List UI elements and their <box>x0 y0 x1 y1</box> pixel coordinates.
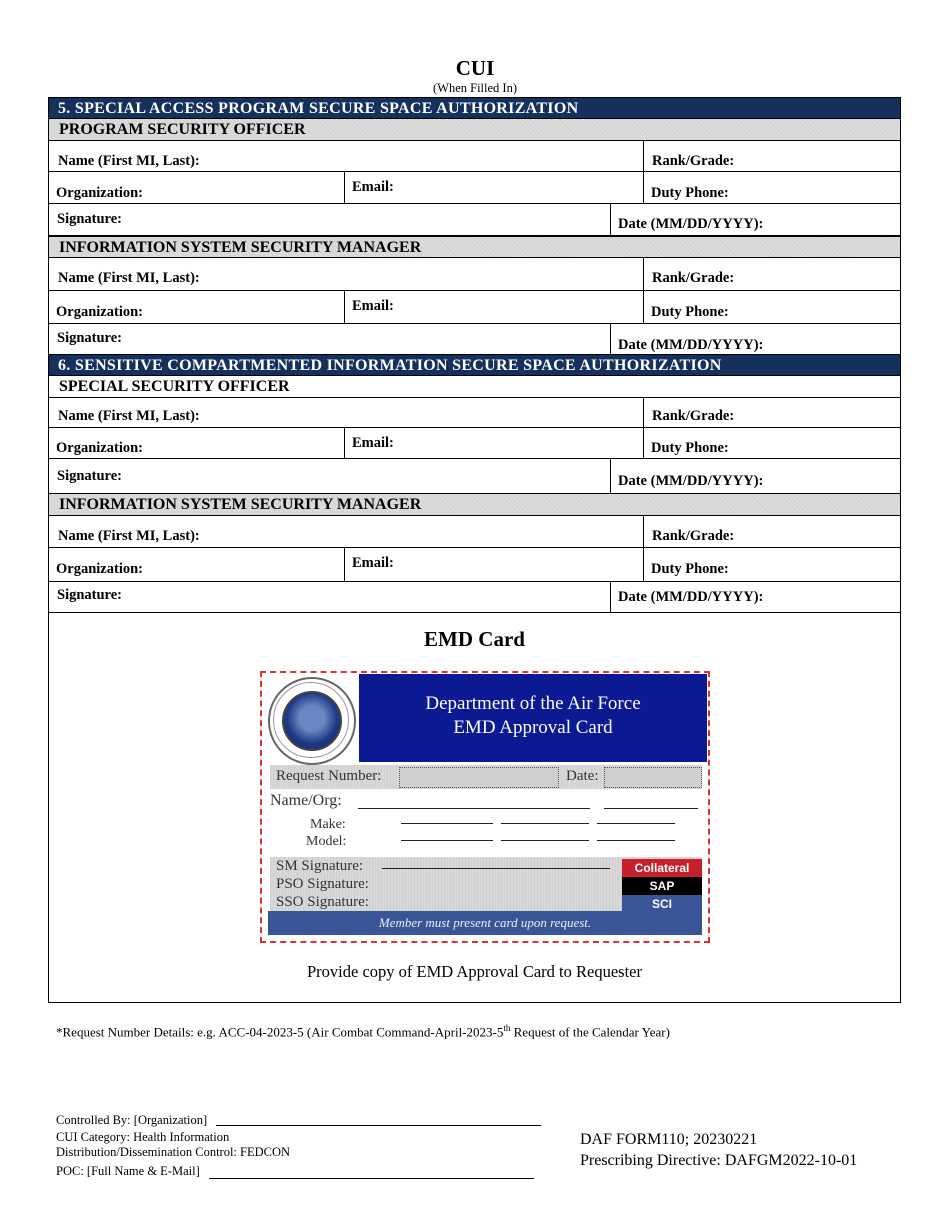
air-force-seal-icon <box>268 677 356 765</box>
signature-block <box>270 857 702 911</box>
cui-marking: CUI <box>455 56 495 80</box>
sso-rank-label: Rank/Grade: <box>652 408 735 424</box>
sso-email-label: Email: <box>352 435 394 451</box>
sso-name-label: Name (First MI, Last): <box>58 408 200 424</box>
issm5-name-row <box>48 258 901 291</box>
issm5-heading: INFORMATION SYSTEM SECURITY MANAGER <box>48 236 901 258</box>
request-number-row <box>270 765 702 789</box>
note-text-1: *Request Number Details: e.g. ACC-04-2023-5 (Air Combat Command-April-2023-5 <box>56 1024 504 1040</box>
pso-phone-label: Duty Phone: <box>651 185 729 201</box>
issm5-phone-label: Duty Phone: <box>651 304 729 320</box>
poc <box>56 1164 534 1179</box>
issm5-email-label: Email: <box>352 298 394 314</box>
model-label: Model: <box>306 834 347 849</box>
name-org-label: Name/Org: <box>270 792 342 809</box>
sm-sig-line[interactable] <box>382 868 610 869</box>
sso-sig-label: Signature: <box>57 468 122 484</box>
issm6-date-field[interactable] <box>610 582 900 612</box>
card-date-label: Date: <box>566 768 599 784</box>
section-5-header: 5. SPECIAL ACCESS PROGRAM SECURE SPACE AUTHORIZATION <box>48 97 901 119</box>
sso-org-row <box>48 428 901 459</box>
request-number-label: Request Number: <box>276 768 382 784</box>
make-line-2[interactable] <box>501 823 589 824</box>
pso-heading: PROGRAM SECURITY OFFICER <box>48 119 901 141</box>
make-label: Make: <box>310 817 346 832</box>
issm6-org-label: Organization: <box>56 561 143 577</box>
pso-name-row <box>48 141 901 172</box>
controlled-by <box>56 1113 541 1128</box>
issm5-date-label: Date (MM/DD/YYYY): <box>618 337 764 353</box>
poc-label: POC: [Full Name & E-Mail] <box>56 1164 200 1178</box>
issm6-heading: INFORMATION SYSTEM SECURITY MANAGER <box>48 494 901 516</box>
pso-sig-label: Signature: <box>57 211 122 227</box>
sso-org-label: Organization: <box>56 440 143 456</box>
card-caption: Provide copy of EMD Approval Card to Requester <box>307 962 642 981</box>
pso-phone-field[interactable] <box>643 172 900 203</box>
form-number: DAF FORM110; 20230221 <box>580 1131 758 1148</box>
issm5-sig-row <box>48 324 901 354</box>
pso-date-label: Date (MM/DD/YYYY): <box>618 216 764 232</box>
pso-sig-row <box>48 204 901 236</box>
issm6-date-label: Date (MM/DD/YYYY): <box>618 589 764 605</box>
make-line-3[interactable] <box>597 823 675 824</box>
sso-rank-field[interactable] <box>643 398 900 427</box>
card-date-box[interactable] <box>604 767 702 788</box>
pso-date-field[interactable] <box>610 204 900 235</box>
model-line-3[interactable] <box>597 840 675 841</box>
card-title-line1: Department of the Air Force <box>425 693 641 714</box>
issm5-org-label: Organization: <box>56 304 143 320</box>
pso-email-label: Email: <box>352 179 394 195</box>
issm6-name-row <box>48 516 901 548</box>
pso-rank-label: Rank/Grade: <box>652 153 735 169</box>
sci-tag: SCI <box>622 895 702 913</box>
pso-org-label: Organization: <box>56 185 143 201</box>
sso-phone-field[interactable] <box>643 428 900 458</box>
poc-line[interactable] <box>209 1178 534 1179</box>
sap-tag: SAP <box>622 877 702 895</box>
sso-heading: SPECIAL SECURITY OFFICER <box>48 376 901 398</box>
issm5-rank-label: Rank/Grade: <box>652 270 735 286</box>
make-model-rows <box>270 817 700 853</box>
issm6-email-field[interactable] <box>344 548 643 581</box>
issm6-sig-label: Signature: <box>57 587 122 603</box>
issm6-rank-field[interactable] <box>643 516 900 547</box>
authorization-form <box>48 97 901 1003</box>
issm6-email-label: Email: <box>352 555 394 571</box>
sso-phone-label: Duty Phone: <box>651 440 729 456</box>
issm6-org-row <box>48 548 901 582</box>
issm5-sig-label: Signature: <box>57 330 122 346</box>
sm-sig-label: SM Signature: <box>276 858 364 874</box>
emd-title: EMD Card <box>424 627 525 651</box>
sso-date-label: Date (MM/DD/YYYY): <box>618 473 764 489</box>
pso-org-row <box>48 172 901 204</box>
pso-rank-field[interactable] <box>643 141 900 171</box>
issm5-name-label: Name (First MI, Last): <box>58 270 200 286</box>
when-filled-note: (When Filled In) <box>432 81 517 95</box>
sso-sig-card-label: SSO Signature: <box>276 894 369 910</box>
card-footer-bar: Member must present card upon request. <box>268 911 702 935</box>
request-number-note <box>56 1023 670 1040</box>
model-line-2[interactable] <box>501 840 589 841</box>
issm6-phone-label: Duty Phone: <box>651 561 729 577</box>
sso-date-field[interactable] <box>610 459 900 493</box>
pso-name-label: Name (First MI, Last): <box>58 153 200 169</box>
issm5-rank-field[interactable] <box>643 258 900 290</box>
pso-sig-card-label: PSO Signature: <box>276 876 369 892</box>
model-line-1[interactable] <box>401 840 493 841</box>
name-org-row <box>270 792 700 814</box>
section-6-header: 6. SENSITIVE COMPARTMENTED INFORMATION SECURE SPACE AUTHORIZATION <box>48 354 901 376</box>
issm6-name-label: Name (First MI, Last): <box>58 528 200 544</box>
collateral-tag: Collateral <box>622 859 702 877</box>
dissemination-control: Distribution/Dissemination Control: FEDCON <box>56 1145 291 1159</box>
note-text-2: Request of the Calendar Year) <box>510 1024 670 1040</box>
card-banner <box>359 674 707 762</box>
issm5-phone-field[interactable] <box>643 291 900 323</box>
sso-email-field[interactable] <box>344 428 643 458</box>
card-title-line2: EMD Approval Card <box>453 717 613 738</box>
issm5-date-field[interactable] <box>610 324 900 354</box>
sso-sig-row <box>48 459 901 494</box>
issm6-rank-label: Rank/Grade: <box>652 528 735 544</box>
controlled-by-label: Controlled By: [Organization] <box>56 1113 208 1127</box>
name-org-line[interactable] <box>358 808 590 809</box>
emd-card-section <box>48 613 901 1003</box>
pso-email-field[interactable] <box>344 172 643 203</box>
name-org-line-2[interactable] <box>604 808 698 809</box>
issm5-org-row <box>48 291 901 324</box>
emd-approval-card <box>256 667 714 947</box>
request-number-box[interactable] <box>399 767 559 788</box>
cui-category: CUI Category: Health Information <box>56 1130 230 1144</box>
controlled-by-line[interactable] <box>216 1125 541 1126</box>
issm6-phone-field[interactable] <box>643 548 900 581</box>
sso-name-row <box>48 398 901 428</box>
note-superscript: th <box>503 1023 511 1033</box>
issm5-email-field[interactable] <box>344 291 643 323</box>
prescribing-directive: Prescribing Directive: DAFGM2022-10-01 <box>580 1152 858 1169</box>
issm6-sig-row <box>48 582 901 613</box>
make-line-1[interactable] <box>401 823 493 824</box>
